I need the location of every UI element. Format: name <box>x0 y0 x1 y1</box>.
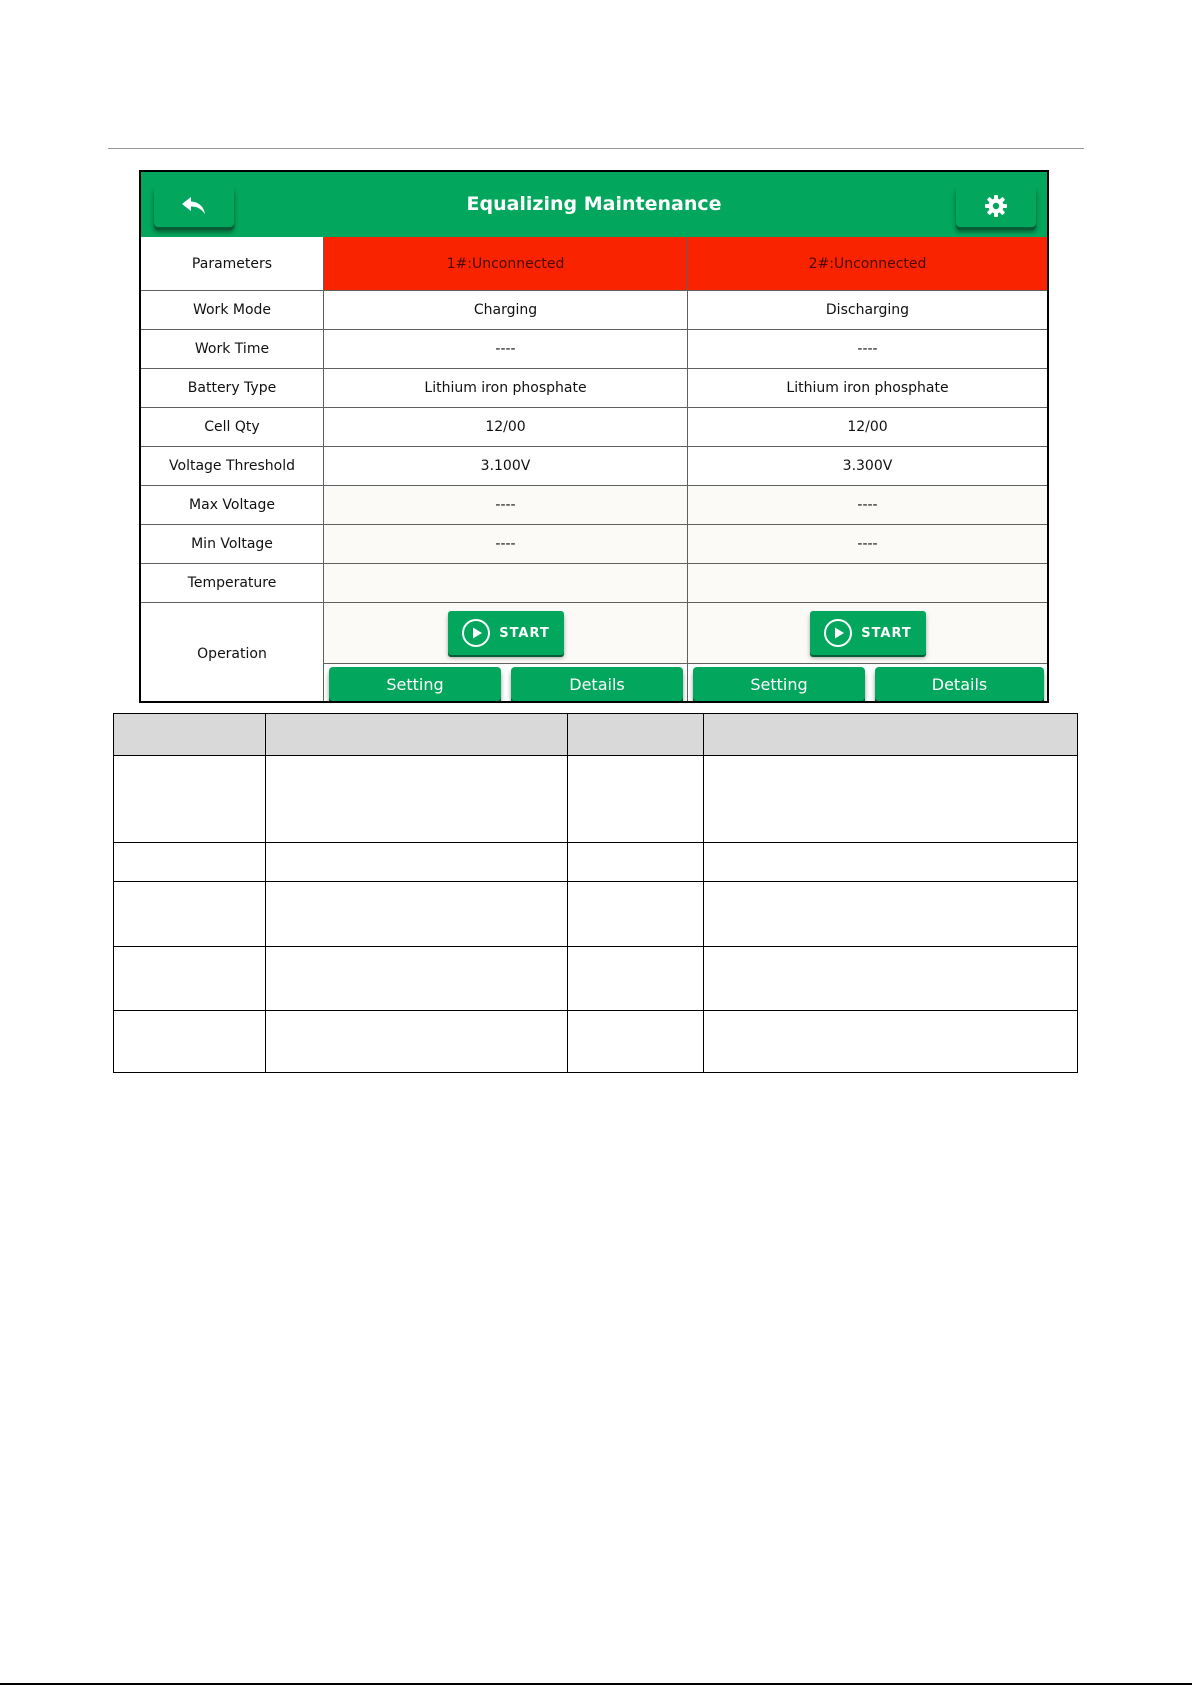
channel-1-value: 12/00 <box>323 408 687 446</box>
channel-1-start-area <box>324 603 687 663</box>
channel-1-setting-button[interactable]: Setting <box>329 667 501 701</box>
channel-1-action-bar <box>324 663 687 703</box>
channel-2-status: 2#:Unconnected <box>687 237 1047 290</box>
channel-1-status: 1#:Unconnected <box>323 237 687 290</box>
channel-1-value <box>323 564 687 602</box>
row-label: Cell Qty <box>204 419 260 435</box>
channel-2-value: ---- <box>687 525 1047 563</box>
table-row <box>141 290 1047 329</box>
channel-2-value: ---- <box>687 486 1047 524</box>
back-button[interactable] <box>154 185 234 227</box>
page-header-rule <box>108 148 1084 149</box>
channel-2-action-bar <box>688 663 1047 703</box>
channel-1-operations <box>323 603 687 703</box>
channel-2-operations <box>687 603 1047 703</box>
table-rule <box>114 946 1077 947</box>
channel-2-value: 12/00 <box>687 408 1047 446</box>
channel-2-start-button[interactable] <box>810 611 926 655</box>
table-header-row <box>141 237 1047 290</box>
channel-1-value: Lithium iron phosphate <box>323 369 687 407</box>
channel-2-value: Lithium iron phosphate <box>687 369 1047 407</box>
channel-1-start-button[interactable] <box>448 611 564 655</box>
operation-label: Operation <box>197 646 267 662</box>
settings-button[interactable] <box>956 185 1036 227</box>
operation-row <box>141 602 1047 703</box>
device-screen <box>139 170 1049 703</box>
channel-1-details-button[interactable]: Details <box>511 667 683 701</box>
parameters-header: Parameters <box>191 255 273 272</box>
play-circle-icon <box>823 618 853 648</box>
channel-2-start-area <box>688 603 1047 663</box>
play-circle-icon <box>461 618 491 648</box>
channel-2-details-button[interactable]: Details <box>875 667 1044 701</box>
table-rule <box>114 842 1077 843</box>
gear-icon <box>984 194 1008 218</box>
table-rule <box>265 714 266 1072</box>
channel-1-value: ---- <box>323 330 687 368</box>
table-row <box>141 563 1047 602</box>
table-row <box>141 407 1047 446</box>
table-row <box>141 329 1047 368</box>
channel-1-value: Charging <box>323 291 687 329</box>
channel-2-value <box>687 564 1047 602</box>
table-row <box>141 524 1047 563</box>
table-rule <box>703 714 704 1072</box>
table-rule <box>567 714 568 1072</box>
table-rule <box>114 1010 1077 1011</box>
channel-2-value: ---- <box>687 330 1047 368</box>
channel-1-value: ---- <box>323 486 687 524</box>
table-row <box>141 485 1047 524</box>
channel-1-value: 3.100V <box>323 447 687 485</box>
table-rule <box>114 755 1077 756</box>
table-row <box>141 368 1047 407</box>
row-label: Battery Type <box>187 380 277 396</box>
row-label: Max Voltage <box>189 497 275 513</box>
screen-title: Equalizing Maintenance <box>466 193 722 215</box>
row-label: Temperature <box>187 575 277 591</box>
row-label: Work Mode <box>192 302 272 318</box>
start-label: START <box>499 625 550 641</box>
channel-2-value: 3.300V <box>687 447 1047 485</box>
table-row <box>141 446 1047 485</box>
description-table <box>113 713 1078 1073</box>
row-label: Work Time <box>194 341 270 357</box>
channel-2-setting-button[interactable]: Setting <box>693 667 865 701</box>
channel-1-value: ---- <box>323 525 687 563</box>
row-label: Voltage Threshold <box>169 458 295 474</box>
table-rule <box>114 881 1077 882</box>
description-table-header <box>114 714 1077 755</box>
row-label: Min Voltage <box>191 536 273 552</box>
channel-2-value: Discharging <box>687 291 1047 329</box>
start-label: START <box>861 625 912 641</box>
back-arrow-icon <box>181 196 207 216</box>
